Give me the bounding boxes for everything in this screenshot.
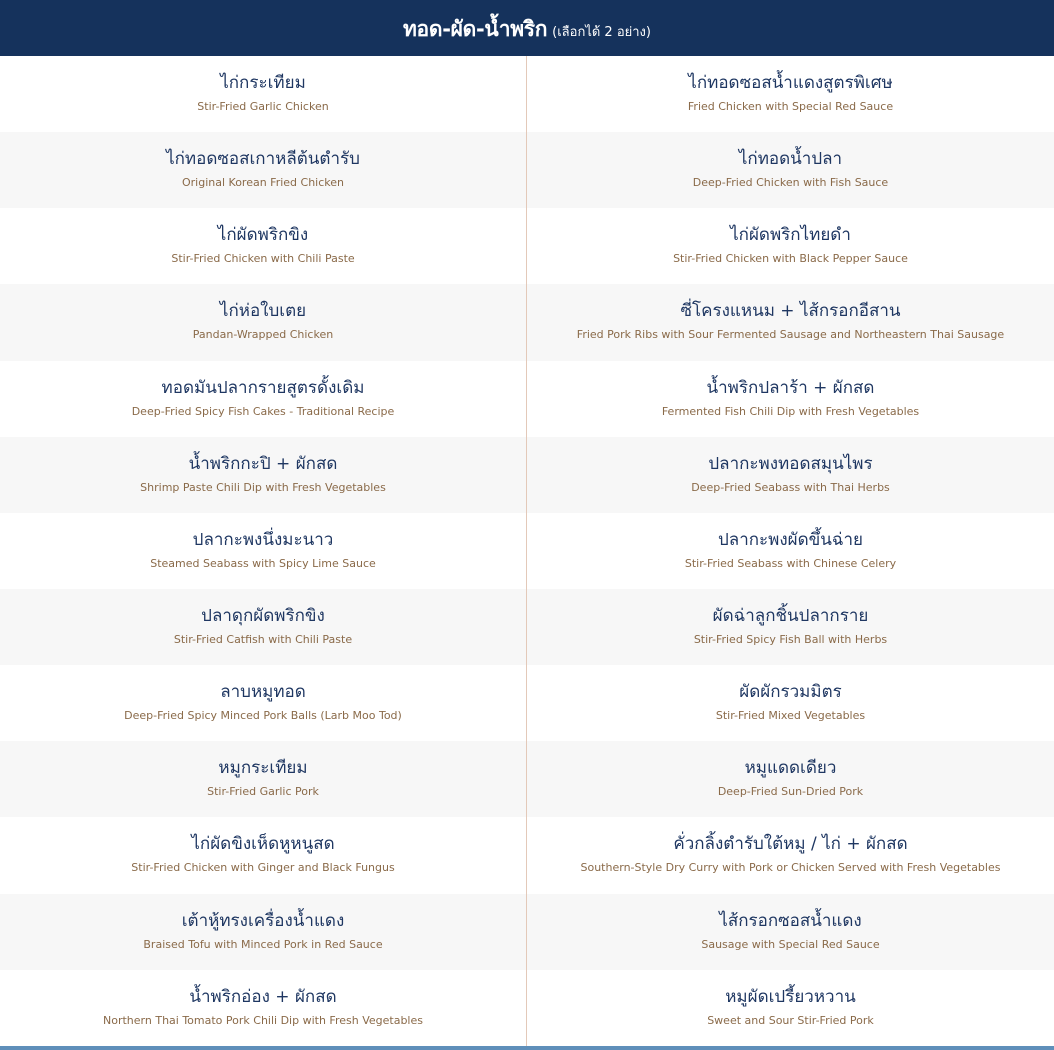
selection-note: (เลือกได้ 2 อย่าง) — [552, 24, 651, 40]
menu-item-english-name: Braised Tofu with Minced Pork in Red Sauce — [143, 937, 383, 951]
menu-row — [0, 284, 1054, 360]
menu-row — [0, 208, 1054, 284]
menu-item-thai-name: ซี่โครงแหนม + ไส้กรอกอีสาน — [680, 301, 901, 322]
menu-row — [0, 132, 1054, 208]
menu-item-thai-name: ไก่ผัดขิงเห็ดหูหนูสด — [191, 834, 335, 855]
menu-item-english-name: Stir-Fried Garlic Pork — [207, 785, 319, 799]
menu-item-thai-name: หมูแดดเดียว — [744, 758, 837, 779]
menu-row — [0, 513, 1054, 589]
menu-row — [0, 56, 1054, 132]
menu-item-thai-name: ปลากะพงผัดขึ้นฉ่าย — [717, 529, 863, 550]
menu-item-thai-name: ปลากะพงนึ่งมะนาว — [192, 529, 334, 550]
menu-row — [0, 817, 1054, 893]
menu-item-thai-name: ทอดมันปลากรายสูตรดั้งเดิม — [161, 377, 365, 398]
menu-item-english-name: Deep-Fried Sun-Dried Pork — [717, 785, 864, 799]
menu-item-thai-name: ไก่ทอดซอสเกาหลีต้นตำรับ — [166, 149, 360, 170]
menu-item — [0, 589, 527, 665]
menu-item — [527, 361, 1054, 437]
menu-item — [527, 132, 1054, 208]
menu-item — [0, 284, 527, 360]
menu-item — [0, 361, 527, 437]
menu-grid — [0, 56, 1054, 1046]
menu-item — [527, 970, 1054, 1046]
menu-item-english-name: Southern-Style Dry Curry with Pork or Chicken Served with Fresh Vegetables — [580, 861, 1001, 875]
menu-item-english-name: Fermented Fish Chili Dip with Fresh Vegetables — [661, 404, 920, 418]
menu-item-thai-name: ไก่ห่อใบเตย — [219, 301, 307, 322]
menu-item-english-name: Deep-Fried Chicken with Fish Sauce — [692, 176, 889, 190]
menu-item-thai-name: ไส้กรอกซอสน้ำแดง — [719, 910, 862, 931]
menu-item — [0, 513, 527, 589]
menu-item-english-name: Stir-Fried Mixed Vegetables — [715, 709, 866, 723]
menu-item-thai-name: เต้าหู้ทรงเครื่องน้ำแดง — [181, 910, 345, 931]
menu-item — [0, 665, 527, 741]
menu-item — [0, 437, 527, 513]
menu-item — [527, 513, 1054, 589]
menu-item-english-name: Deep-Fried Spicy Fish Cakes - Traditional Recipe — [131, 404, 395, 418]
menu-item — [0, 56, 527, 132]
menu-item — [0, 208, 527, 284]
menu-item — [527, 208, 1054, 284]
menu-item-english-name: Deep-Fried Spicy Minced Pork Balls (Larb Moo Tod) — [124, 709, 402, 723]
menu-item-english-name: Stir-Fried Chicken with Ginger and Black Fungus — [131, 861, 395, 875]
menu-item — [527, 741, 1054, 817]
menu-row — [0, 361, 1054, 437]
menu-row — [0, 589, 1054, 665]
menu-item-thai-name: ไก่ผัดพริกไทยดำ — [730, 225, 851, 246]
menu-item-thai-name: หมูกระเทียม — [218, 758, 308, 779]
menu-section-header — [0, 0, 1054, 56]
menu-item-english-name: Pandan-Wrapped Chicken — [192, 328, 334, 342]
menu-item-english-name: Sweet and Sour Stir-Fried Pork — [707, 1013, 874, 1027]
bottom-accent-bar — [0, 1046, 1054, 1050]
menu-item — [527, 56, 1054, 132]
menu-item — [0, 970, 527, 1046]
menu-item — [0, 741, 527, 817]
menu-row — [0, 665, 1054, 741]
menu-item-english-name: Stir-Fried Seabass with Chinese Celery — [684, 556, 897, 570]
menu-item-english-name: Northern Thai Tomato Pork Chili Dip with Fresh Vegetables — [103, 1013, 423, 1027]
menu-item — [0, 132, 527, 208]
menu-item-english-name: Stir-Fried Chicken with Black Pepper Sauce — [673, 252, 908, 266]
menu-item-thai-name: ปลาดุกผัดพริกขิง — [201, 606, 325, 627]
menu-item-thai-name: น้ำพริกอ่อง + ผักสด — [189, 986, 337, 1007]
menu-item-thai-name: ไก่กระเทียม — [220, 73, 306, 94]
menu-item-english-name: Sausage with Special Red Sauce — [701, 937, 880, 951]
menu-item-thai-name: ปลากะพงทอดสมุนไพร — [708, 453, 873, 474]
menu-row — [0, 437, 1054, 513]
menu-item — [527, 284, 1054, 360]
menu-item-thai-name: ผัดฉ่าลูกชิ้นปลากราย — [712, 606, 869, 627]
menu-item-english-name: Stir-Fried Garlic Chicken — [197, 100, 329, 114]
menu-item-english-name: Stir-Fried Chicken with Chili Paste — [171, 252, 355, 266]
menu-item — [527, 437, 1054, 513]
menu-item-english-name: Fried Chicken with Special Red Sauce — [687, 100, 894, 114]
menu-item — [0, 817, 527, 893]
menu-row — [0, 741, 1054, 817]
menu-item-thai-name: ลาบหมูทอด — [220, 682, 306, 703]
menu-row — [0, 970, 1054, 1046]
menu-item — [527, 589, 1054, 665]
menu-item-english-name: Original Korean Fried Chicken — [181, 176, 345, 190]
menu-item-english-name: Steamed Seabass with Spicy Lime Sauce — [150, 556, 376, 570]
menu-item-english-name: Stir-Fried Catfish with Chili Paste — [173, 633, 353, 647]
menu-item — [527, 665, 1054, 741]
menu-item-english-name: Stir-Fried Spicy Fish Ball with Herbs — [693, 633, 888, 647]
menu-item — [527, 817, 1054, 893]
menu-item — [527, 894, 1054, 970]
menu-item-english-name: Shrimp Paste Chili Dip with Fresh Vegetables — [140, 480, 386, 494]
menu-row — [0, 894, 1054, 970]
menu-item-thai-name: น้ำพริกปลาร้า + ผักสด — [706, 377, 875, 398]
menu-item-thai-name: หมูผัดเปรี้ยวหวาน — [725, 986, 856, 1007]
section-title: ทอด-ผัด-น้ำพริก — [403, 16, 548, 41]
menu-item-thai-name: ผัดผักรวมมิตร — [739, 682, 842, 703]
menu-item-thai-name: ไก่ทอดน้ำปลา — [738, 149, 843, 170]
menu-item — [0, 894, 527, 970]
menu-item-thai-name: คั่วกลิ้งตำรับใต้หมู / ไก่ + ผักสด — [673, 834, 908, 855]
menu-item-thai-name: น้ำพริกกะปิ + ผักสด — [188, 453, 338, 474]
menu-item-english-name: Fried Pork Ribs with Sour Fermented Sausage and Northeastern Thai Sausage — [576, 328, 1005, 342]
menu-item-english-name: Deep-Fried Seabass with Thai Herbs — [691, 480, 890, 494]
menu-item-thai-name: ไก่ผัดพริกขิง — [217, 225, 309, 246]
menu-item-thai-name: ไก่ทอดซอสน้ำแดงสูตรพิเศษ — [688, 73, 893, 94]
